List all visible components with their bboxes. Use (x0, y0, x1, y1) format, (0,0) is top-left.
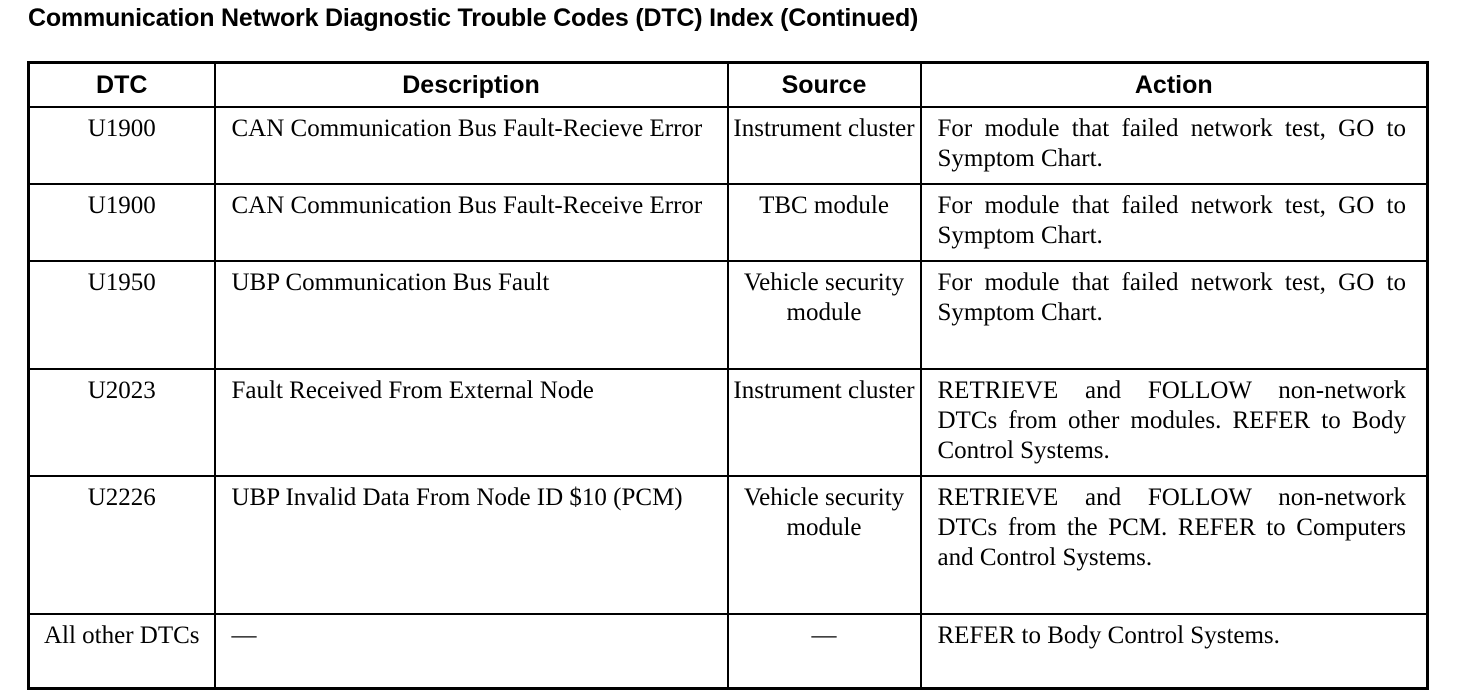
page-title: Communication Network Diagnostic Trouble Codes (DTC) Index (Continued) (28, 4, 919, 32)
action-cell: For module that failed network test, GO to Symptom Chart. (921, 107, 1428, 184)
header-description: Description (215, 63, 728, 108)
description-cell: UBP Communication Bus Fault (215, 261, 728, 369)
header-action: Action (921, 63, 1428, 108)
table-row (29, 107, 1428, 184)
dtc-cell: U1900 (29, 184, 215, 261)
description-cell: Fault Received From External Node (215, 369, 728, 476)
dtc-cell: U2226 (29, 476, 215, 614)
table-row (29, 184, 1428, 261)
source-cell: Vehicle security module (728, 261, 921, 369)
description-cell: UBP Invalid Data From Node ID $10 (PCM) (215, 476, 728, 614)
table-row (29, 369, 1428, 476)
description-cell: CAN Communication Bus Fault-Receive Error (215, 184, 728, 261)
dtc-cell: U1950 (29, 261, 215, 369)
action-cell: RETRIEVE and FOLLOW non-network DTCs from other modules. REFER to Body Control Systems. (921, 369, 1428, 476)
action-cell: For module that failed network test, GO to Symptom Chart. (921, 184, 1428, 261)
table-header-row (29, 63, 1428, 108)
description-cell: CAN Communication Bus Fault-Recieve Error (215, 107, 728, 184)
table-row (29, 614, 1428, 689)
dtc-cell: U2023 (29, 369, 215, 476)
table-row (29, 476, 1428, 614)
action-cell: REFER to Body Control Systems. (921, 614, 1428, 689)
dtc-cell: All other DTCs (29, 614, 215, 689)
description-cell: — (215, 614, 728, 689)
source-cell: TBC module (728, 184, 921, 261)
source-cell: — (728, 614, 921, 689)
table-row (29, 261, 1428, 369)
source-cell: Instrument cluster (728, 369, 921, 476)
action-cell: For module that failed network test, GO to Symptom Chart. (921, 261, 1428, 369)
dtc-index-table (27, 61, 1429, 690)
source-cell: Vehicle security module (728, 476, 921, 614)
action-cell: RETRIEVE and FOLLOW non-network DTCs from the PCM. REFER to Computers and Control Systems. (921, 476, 1428, 614)
dtc-cell: U1900 (29, 107, 215, 184)
header-dtc: DTC (29, 63, 215, 108)
header-source: Source (728, 63, 921, 108)
source-cell: Instrument cluster (728, 107, 921, 184)
